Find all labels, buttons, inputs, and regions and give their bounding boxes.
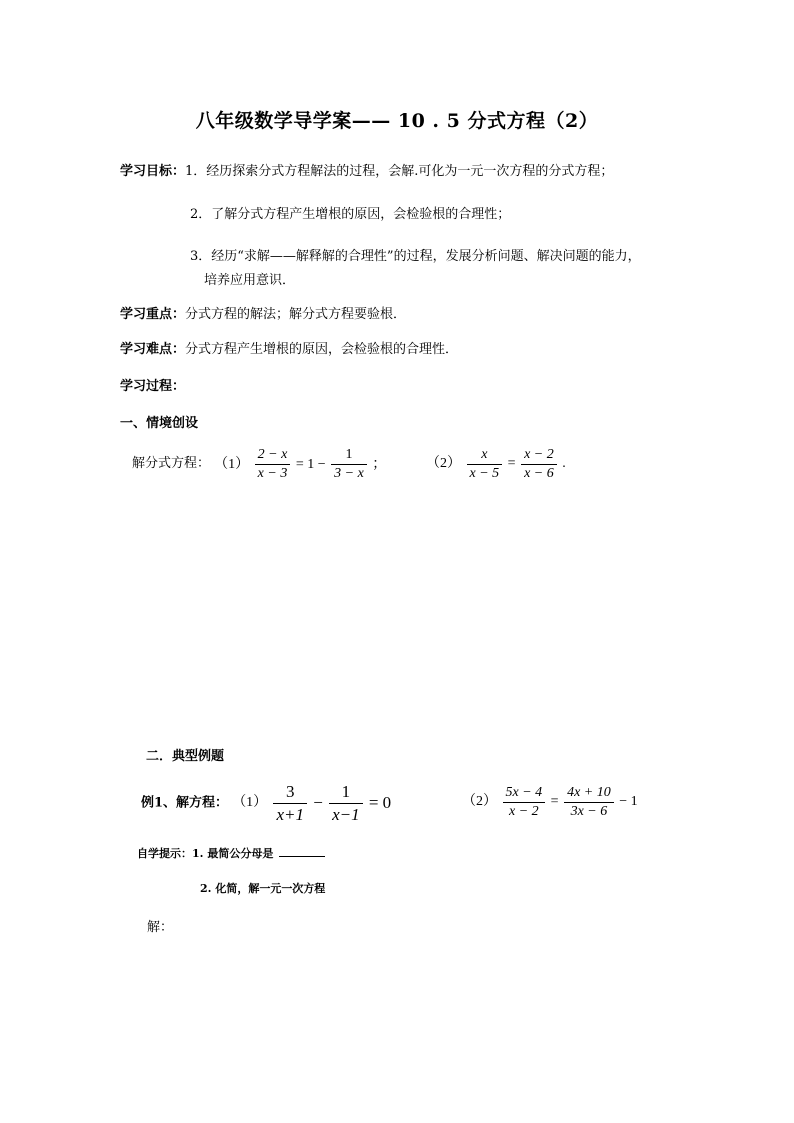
fraction: [503, 784, 546, 821]
objective-item-1: 1．经历探索分式方程解法的过程，会解.可化为一元一次方程的分式方程；: [185, 164, 614, 179]
page-title: 八年级数学导学案—— 10 . 5 分式方程（2）: [195, 110, 599, 132]
equation-2: [426, 444, 566, 484]
fraction: [331, 446, 367, 483]
process-label: 学习过程：: [120, 379, 186, 394]
fraction: [255, 446, 291, 483]
equation-1: [214, 446, 387, 481]
numerator: 1: [329, 781, 363, 804]
numerator: x − 2: [521, 446, 557, 465]
equation-number: （2）: [426, 456, 461, 471]
example1-row: [141, 780, 391, 826]
objectives-row-1: [120, 160, 613, 179]
hint-1: 1. 最简公分母是: [192, 847, 274, 860]
numerator: x: [467, 446, 503, 465]
numerator: 2 − x: [255, 446, 291, 465]
hint-2: 2. 化简，解一元一次方程: [200, 882, 326, 895]
objectives-label: 学习目标：: [120, 164, 186, 179]
section1-equations: [132, 444, 386, 485]
example-equation-2: [462, 782, 638, 822]
operator: −: [313, 793, 323, 813]
numerator: 3: [273, 781, 307, 804]
example-equation-1: [232, 781, 392, 824]
key-points-text: 分式方程的解法；解分式方程要验根．: [185, 307, 407, 322]
difficulties-text: 分式方程产生增根的原因，会检验根的合理性．: [185, 342, 459, 357]
fraction: [564, 784, 614, 821]
operator: = 0: [368, 793, 392, 813]
denominator: x − 5: [469, 465, 500, 481]
equation-number: （1）: [214, 456, 250, 472]
section1-prompt: 解分式方程：: [132, 456, 211, 471]
section2-heading: 二．典型例题: [146, 749, 225, 764]
objective-item-2: 2．了解分式方程产生增根的原因，会检验根的合理性；: [190, 207, 511, 222]
punctuation: ；: [372, 456, 387, 472]
equation-number: （2）: [462, 794, 497, 809]
difficulties-label: 学习难点：: [120, 342, 186, 357]
numerator: 1: [331, 446, 367, 465]
solution-label: 解：: [147, 920, 174, 935]
fraction: [521, 446, 557, 483]
fraction: [467, 446, 503, 483]
answer-blank[interactable]: [279, 846, 325, 857]
numerator: 4x + 10: [564, 784, 614, 803]
denominator: 3 − x: [334, 465, 364, 481]
denominator: x − 2: [509, 803, 539, 819]
operator: =: [550, 794, 559, 809]
section1-heading: 一、情境创设: [120, 416, 199, 431]
denominator: x−1: [332, 804, 360, 824]
denominator: x − 6: [524, 465, 554, 481]
denominator: x − 3: [257, 465, 288, 481]
hint-row-1: [137, 845, 325, 861]
objective-item-3-continuation: 培养应用意识．: [204, 273, 296, 288]
equation-number: （1）: [232, 795, 268, 811]
denominator: x+1: [276, 804, 304, 824]
punctuation: .: [562, 456, 566, 471]
denominator: 3x − 6: [570, 803, 608, 819]
operator: = 1 −: [295, 456, 326, 472]
fraction: [329, 781, 363, 826]
objective-item-3: 3．经历“求解——解释解的合理性”的过程，发展分析问题、解决问题的能力，: [190, 249, 641, 264]
hint-label: 自学提示：: [137, 847, 192, 860]
fraction: [273, 781, 307, 826]
operator: =: [507, 456, 516, 471]
example-label: 例1、解方程：: [141, 795, 229, 811]
numerator: 5x − 4: [503, 784, 546, 803]
operator: − 1: [619, 794, 638, 809]
key-points: [120, 303, 406, 322]
difficulties: [120, 338, 458, 357]
key-points-label: 学习重点：: [120, 307, 186, 322]
